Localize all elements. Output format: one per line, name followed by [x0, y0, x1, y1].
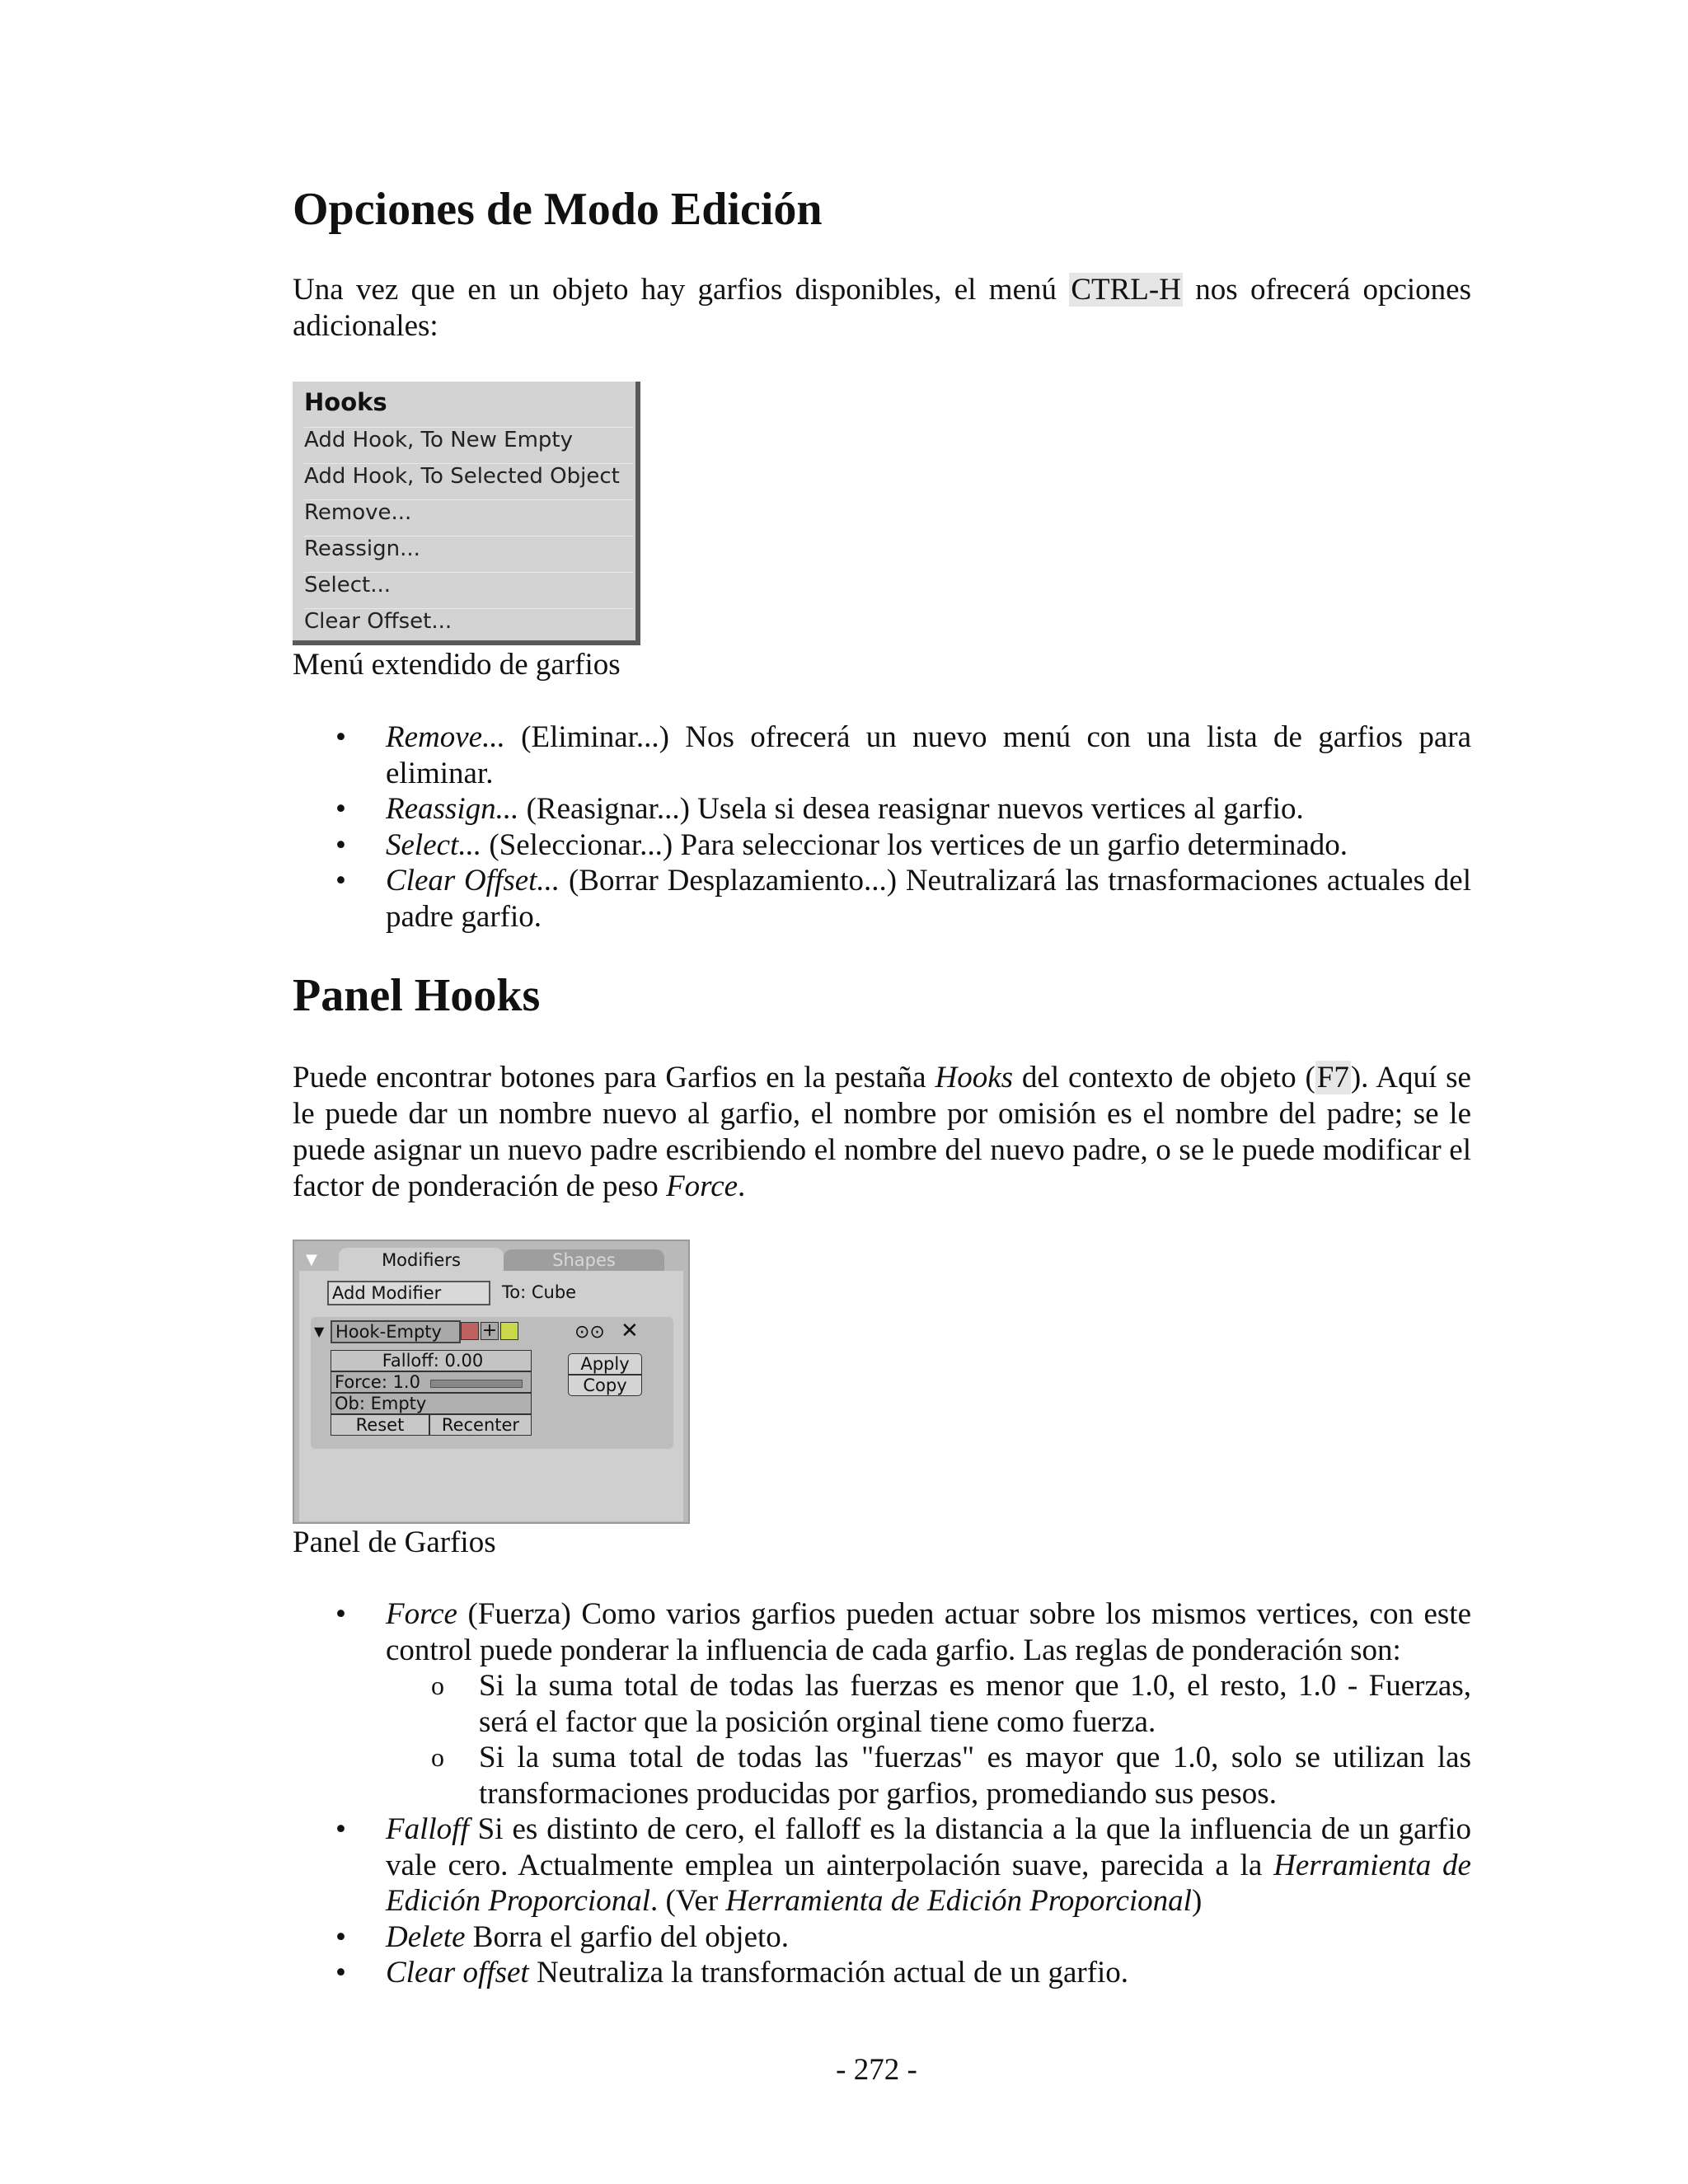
collapse-triangle-icon: ▼: [306, 1251, 317, 1268]
tab-modifiers: Modifiers: [339, 1248, 504, 1272]
list-item: • Delete Borra el garfio del objeto.: [293, 1919, 1471, 1956]
list-item: • Clear Offset... (Borrar Desplazamiento...) Neutralizará las trnasformaciones actuales del padre garfio.: [293, 863, 1471, 935]
copy-button: Copy: [568, 1375, 642, 1396]
shortcut-ctrl-h: CTRL-H: [1071, 273, 1181, 307]
move-up-down-icon: ⊙⊙: [574, 1322, 605, 1343]
panel-hooks-paragraph: Puede encontrar botones para Garfios en la pestaña Hooks del contexto de objeto (F7). Aquí se le puede dar un nombre nuevo al garfio, el nombre por omisión es el nombre del padre; se le puede asignar un nuevo padre escribiendo el nombre del nuevo padre, o se le puede modificar el factor de ponderación de peso Force.: [293, 1061, 1471, 1203]
hooks-menu-screenshot: [293, 382, 640, 645]
shortcut-f7: F7: [1316, 1061, 1349, 1094]
menu-item-clear-offset: Clear Offset...: [304, 608, 634, 634]
hook-modifier-box: [311, 1317, 673, 1449]
list-item: • Clear offset Neutraliza la transformación actual de un garfio.: [293, 1955, 1471, 1991]
menu-item-remove: Remove...: [304, 499, 634, 525]
falloff-field: Falloff: 0.00: [331, 1350, 532, 1371]
list-item: • Reassign... (Reasignar...) Usela si desea reasignar nuevos vertices al garfio.: [293, 791, 1471, 827]
panel-body: [299, 1271, 683, 1521]
tab-shapes: Shapes: [504, 1249, 664, 1271]
hooks-panel-screenshot: [293, 1240, 690, 1524]
ob-field: Ob: Empty: [331, 1393, 532, 1414]
reset-button: Reset: [331, 1414, 429, 1436]
weighting-rules-list: [386, 1668, 1471, 1811]
delete-modifier-icon: ✕: [621, 1319, 639, 1343]
hooks-menu-title: Hooks: [304, 388, 387, 416]
hook-name-field: Hook-Empty: [331, 1320, 461, 1343]
panel-caption: Panel de Garfios: [293, 1526, 496, 1559]
list-item: • Falloff Si es distinto de cero, el falloff es la distancia a la que la influencia de un garfio vale cero. Actualmente emplea un ainterpolación suave, parecida a la Herramienta de Edición Proporcional. (Ver Herramienta de Edición Proporcional): [293, 1811, 1471, 1919]
hooks-menu-caption: Menú extendido de garfios: [293, 648, 621, 682]
expand-triangle-icon: ▼: [314, 1324, 325, 1339]
sub-list-item: o Si la suma total de todas las "fuerzas" es mayor que 1.0, solo se utilizan las transformaciones producidas por garfios, promediando sus pesos.: [386, 1740, 1471, 1811]
panel-tab-bar: [299, 1248, 683, 1271]
page-number: - 272 -: [836, 2053, 917, 2087]
list-item: • Select... (Seleccionar...) Para seleccionar los vertices de un garfio determinado.: [293, 827, 1471, 864]
list-item: • Force (Fuerza) Como varios garfios pueden actuar sobre los mismos vertices, con este control puede ponderar la influencia de cada garfio. Las reglas de ponderación son: o Si la suma total de todas las fuerzas es menor que 1.0, el resto, 1.0 - Fuerzas, será el factor que la posición orginal tiene como fuerza. o Si la suma total de todas las "fuerzas" es mayor que 1.0, solo se utilizan las transformaciones producidas por garfios, promediando sus pesos.: [293, 1596, 1471, 1811]
menu-item-add-hook-new-empty: Add Hook, To New Empty: [304, 427, 634, 452]
list-item: • Remove... (Eliminar...) Nos ofrecerá un nuevo menú con una lista de garfios para eliminar.: [293, 719, 1471, 791]
target-object-label: To: Cube: [502, 1282, 577, 1302]
recenter-button: Recenter: [429, 1414, 532, 1436]
intro-paragraph: Una vez que en un objeto hay garfios disponibles, el menú CTRL-H nos ofrecerá opciones adicionales:: [293, 273, 1472, 343]
force-slider-track: [430, 1380, 523, 1388]
sub-list-item: o Si la suma total de todas las fuerzas es menor que 1.0, el resto, 1.0 - Fuerzas, será el factor que la posición orginal tiene como fuerza.: [386, 1668, 1471, 1740]
section-title-panel-hooks: Panel Hooks: [293, 970, 541, 1021]
menu-item-add-hook-selected-object: Add Hook, To Selected Object: [304, 463, 634, 489]
force-slider: Force: 1.0: [331, 1371, 532, 1393]
section-title-edit-mode: Opciones de Modo Edición: [293, 184, 823, 235]
menu-item-select: Select...: [304, 572, 634, 598]
cage-toggle-icon: [500, 1322, 518, 1340]
editmode-toggle-icon: +: [481, 1320, 498, 1341]
menu-item-reassign: Reassign...: [304, 536, 634, 561]
menu-options-list: [293, 719, 1471, 935]
panel-options-list: [293, 1596, 1471, 1991]
apply-button: Apply: [568, 1353, 642, 1375]
render-toggle-icon: [461, 1322, 479, 1340]
add-modifier-button: Add Modifier: [327, 1281, 490, 1305]
